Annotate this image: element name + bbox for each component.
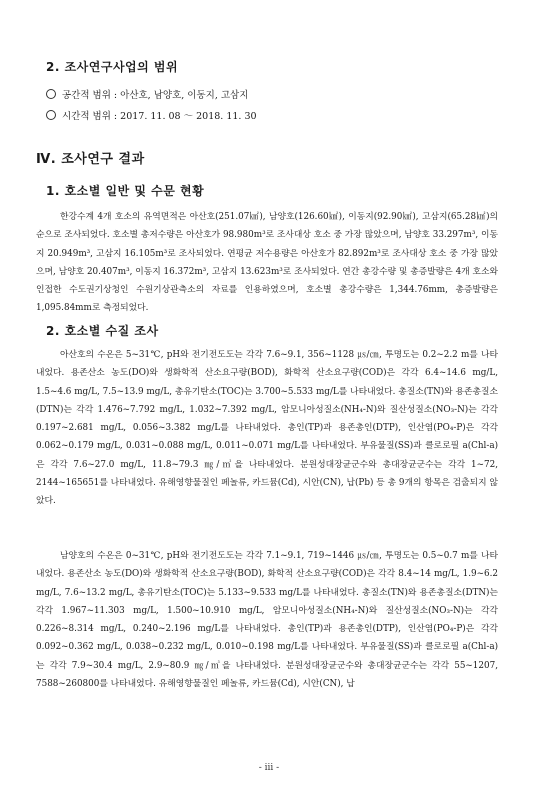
circle-bullet-icon [46,89,56,99]
paragraph-namyang-lake-text: 남양호의 수온은 0~31℃, pH와 전기전도도는 각각 7.1~9.1, 719~1446 ㎲/㎝, 투명도는 0.5~0.7 m를 나타내었다. 용존산소 농도(DO)와 생화학적 산소요구량(BOD), 화학적 산소요구량(COD)은 각각 8.4~14 mg/L, 1.9~6.2 mg/L, 7.6~13.2 mg/L, 총유기탄소(TOC)는 5.133~9.533 mg/L를 나타내었다. 총질소(TN)와 용존총질소(DTN)는 각각 1.967~11.303 mg/L, 1.500~10.910 mg/L, 암모니아성질소(NH₄-N)와 질산성질소(NO₃-N)는 각각 0.226~8.314 mg/L, 0.240~2.196 mg/L를 나타내었다. 총인(TP)과 용존총인(DTP), 인산염(PO₄-P)은 각각 0.092~0.362 mg/L, 0.038~0.232 mg/L, 0.010~0.198 mg/L를 나타내었다. 부유물질(SS)과 클로로필 a(Chl-a)는 각각 7.9~30.4 mg/L, 2.9~80.9 ㎎/㎥을 나타내었다. 분원성대장균군수와 총대장균군수는 각각 55~1207, 7588~260800를 나타내었다. 유해영향물질인 페놀류, 카드뮴(Cd), 시안(CN), 납 [36,551,498,690]
section-title-water-quality: 2. 호소별 수질 조사 [46,324,159,338]
section-title-scope: 2. 조사연구사업의 범위 [46,60,179,74]
scope-item-temporal [46,108,257,122]
scope-item-spatial [46,87,248,101]
scope-item-temporal-text: 시간적 범위 : 2017. 11. 08 ～ 2018. 11. 30 [62,111,257,122]
circle-bullet-icon [46,110,56,120]
paragraph-asan-lake-text: 아산호의 수온은 5~31℃, pH와 전기전도도는 각각 7.6~9.1, 356~1128 ㎲/㎝, 투명도는 0.2~2.2 m를 나타내었다. 용존산소 농도(DO)와 생화학적 산소요구량(BOD), 화학적 산소요구량(COD)은 각각 6.4~14.6 mg/L, 1.5~4.6 mg/L, 7.5~13.9 mg/L, 총유기탄소(TOC)는 3.700~5.533 mg/L를 나타내었다. 총질소(TN)와 용존총질소(DTN)는 각각 1.476~7.792 mg/L, 1.032~7.392 mg/L, 암모니아성질소(NH₄-N)와 질산성질소(NO₃-N)는 각각 0.197~2.681 mg/L, 0.056~3.382 mg/L를 나타내었다. 총인(TP)과 용존총인(DTP), 인산염(PO₄-P)은 각각 0.062~0.179 mg/L, 0.031~0.088 mg/L, 0.011~0.071 mg/L를 나타내었다. 부유물질(SS)과 클로로필 a(Chl-a)은 각각 7.6~27.0 mg/L, 11.8~79.3 ㎎/㎥을 나타내었다. 분원성대장균군수와 총대장균군수는 각각 1~72, 2144~165651를 나타내었다. 유해영향물질인 페놀류, 카드뮴(Cd), 시안(CN), 납(Pb) 등 총 9개의 항목은 검출되지 않았다. [36,350,498,507]
paragraph-namyang-lake [36,547,498,693]
section-title-general-status: 1. 호소별 일반 및 수문 현황 [46,184,205,198]
paragraph-general-status [36,208,498,318]
paragraph-general-status-text: 한강수계 4개 호소의 유역면적은 아산호(251.07㎢), 남양호(126.60㎢), 이동지(92.90㎢), 고삼지(65.28㎢)의 순으로 조사되었다. 호소별 총저수량은 아산호가 98.980m³로 조사대상 호소 중 가장 많았으며, 남양호 33.297m³, 이동지 20.949m³, 고삼지 16.105m³로 조사되었다. 연평균 저수용량은 아산호가 82.892m³로 조사대상 호소 중 가장 많았으며, 남양호 20.407m³, 이동지 16.372m³, 고삼지 13.623m³로 조사되었다. 연간 총강수량 및 총증발량은 4개 호소와 인접한 수도권기상청인 수원기상관측소의 자료를 인용하였으며, 호소별 총강수량은 1,344.76mm, 총증발량은 1,095.84mm로 측정되었다. [36,212,498,314]
paragraph-asan-lake [36,346,498,511]
chapter-title-results: Ⅳ. 조사연구 결과 [36,152,145,167]
page-number: - iii - [258,763,280,773]
scope-item-spatial-text: 공간적 범위 : 아산호, 남양호, 이동지, 고삼지 [62,90,249,101]
